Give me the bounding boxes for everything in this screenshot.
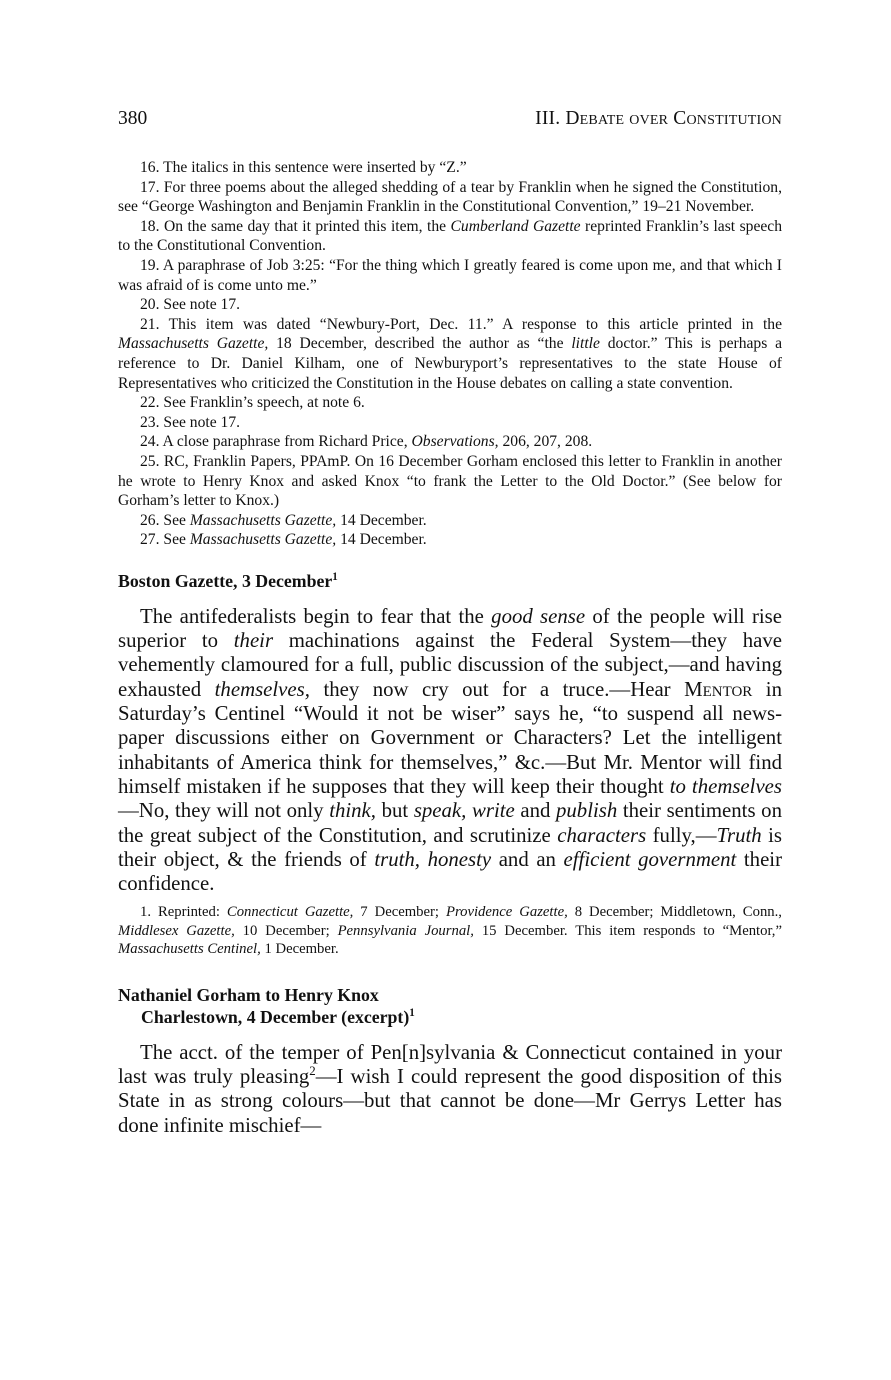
section-heading-gorham-letter: Nathaniel Gorham to Henry Knox Charlestown, 4 December (excerpt)$^1$ (118, 984, 782, 1028)
endnotes (118, 158, 782, 550)
body-paragraph: The antifederalists begin to fear that the good sense of the people will rise superior to their machinations against the Federal System—they have vehemently clamoured for a full, public discussion of the subject,—and having exhausted themselves, they now cry out for a truce.—Hear Mentor in Saturday’s Centinel “Would it not be wiser” says he, “to suspend all news-paper discussions either on Government or Characters? Let the intelligent inhabitants of America think for themselves,” &c.—But Mr. Mentor will find himself mistaken if he supposes that they will keep their thought to themselves—No, they will not only think, but speak, write and publish their sentiments on the great subject of the Constitution, and scrutinize characters fully,—Truth is their object, & the friends of truth, honesty and an efficient government their confidence. (118, 604, 782, 896)
running-head: III. Debate over Constitution (535, 108, 782, 129)
endnote: 26. See Massachusetts Gazette, 14 December. (140, 511, 427, 529)
heading-dateline: Charlestown, 4 December (excerpt)$^1$ (141, 1006, 415, 1027)
endnote: 16. The italics in this sentence were inserted by “Z.” (140, 159, 467, 176)
body-paragraph: The acct. of the temper of Pen[n]sylvania & Connecticut contained in your last was truly pleasing$^2$—I wish I could represent the good disposition of this State in as strong colours—but that cannot be done—Mr Gerrys Letter has done infinite mischief— (118, 1040, 783, 1137)
endnote: 24. A close paraphrase from Richard Price, Observations, 206, 207, 208. (140, 433, 593, 451)
section-heading-boston-gazette: Boston Gazette, 3 December$^1$ (118, 570, 338, 591)
endnote: 17. For three poems about the alleged shedding of a tear by Franklin when he signed the Constitution, see “George Washington and Benjamin Franklin in the Constitutional Convention,” 19–21 November. (118, 178, 782, 216)
endnote: 18. On the same day that it printed this item, the Cumberland Gazette reprinted Franklin’s last speech to the Constitutional Convention. (118, 217, 783, 255)
gorham-letter-text (118, 1041, 782, 1138)
endnote: 25. RC, Franklin Papers, PPAmP. On 16 December Gorham enclosed this letter to Franklin in another he wrote to Henry Knox and asked Knox “to frank the Letter to the Old Doctor.” (See below for Gorham’s letter to Knox.) (118, 452, 782, 510)
endnote: 21. This item was dated “Newbury-Port, Dec. 11.” A response to this article printed in the Massachusetts Gazette, 18 December, described the author as “the little doctor.” This is perhaps a reference to Dr. Daniel Kilham, one of Newburyport’s representatives to the state House of Representatives who criticized the Constitution in the House debates on calling a state convention. (118, 315, 783, 392)
endnote: 20. See note 17. (140, 296, 241, 314)
page-number: 380 (118, 108, 148, 129)
footnote-1: 1. Reprinted: Connecticut Gazette, 7 December; Providence Gazette, 8 December; Middletown, Conn., Middlesex Gazette, 10 December; Pennsylvania Journal, 15 December. This item responds to “Mentor,” Massachusetts Centinel, 1 December. (118, 904, 782, 958)
endnote: 19. A paraphrase of Job 3:25: “For the thing which I greatly feared is come upon me, and that which I was afraid of is come unto me.” (118, 256, 782, 294)
endnote: 22. See Franklin’s speech, at note 6. (140, 394, 365, 412)
document-page (118, 108, 782, 1138)
endnote: 27. See Massachusetts Gazette, 14 December. (140, 531, 427, 549)
boston-gazette-text (118, 605, 782, 897)
page-header (118, 108, 782, 138)
endnote: 23. See note 17. (140, 413, 241, 431)
section-footnote (118, 903, 782, 958)
